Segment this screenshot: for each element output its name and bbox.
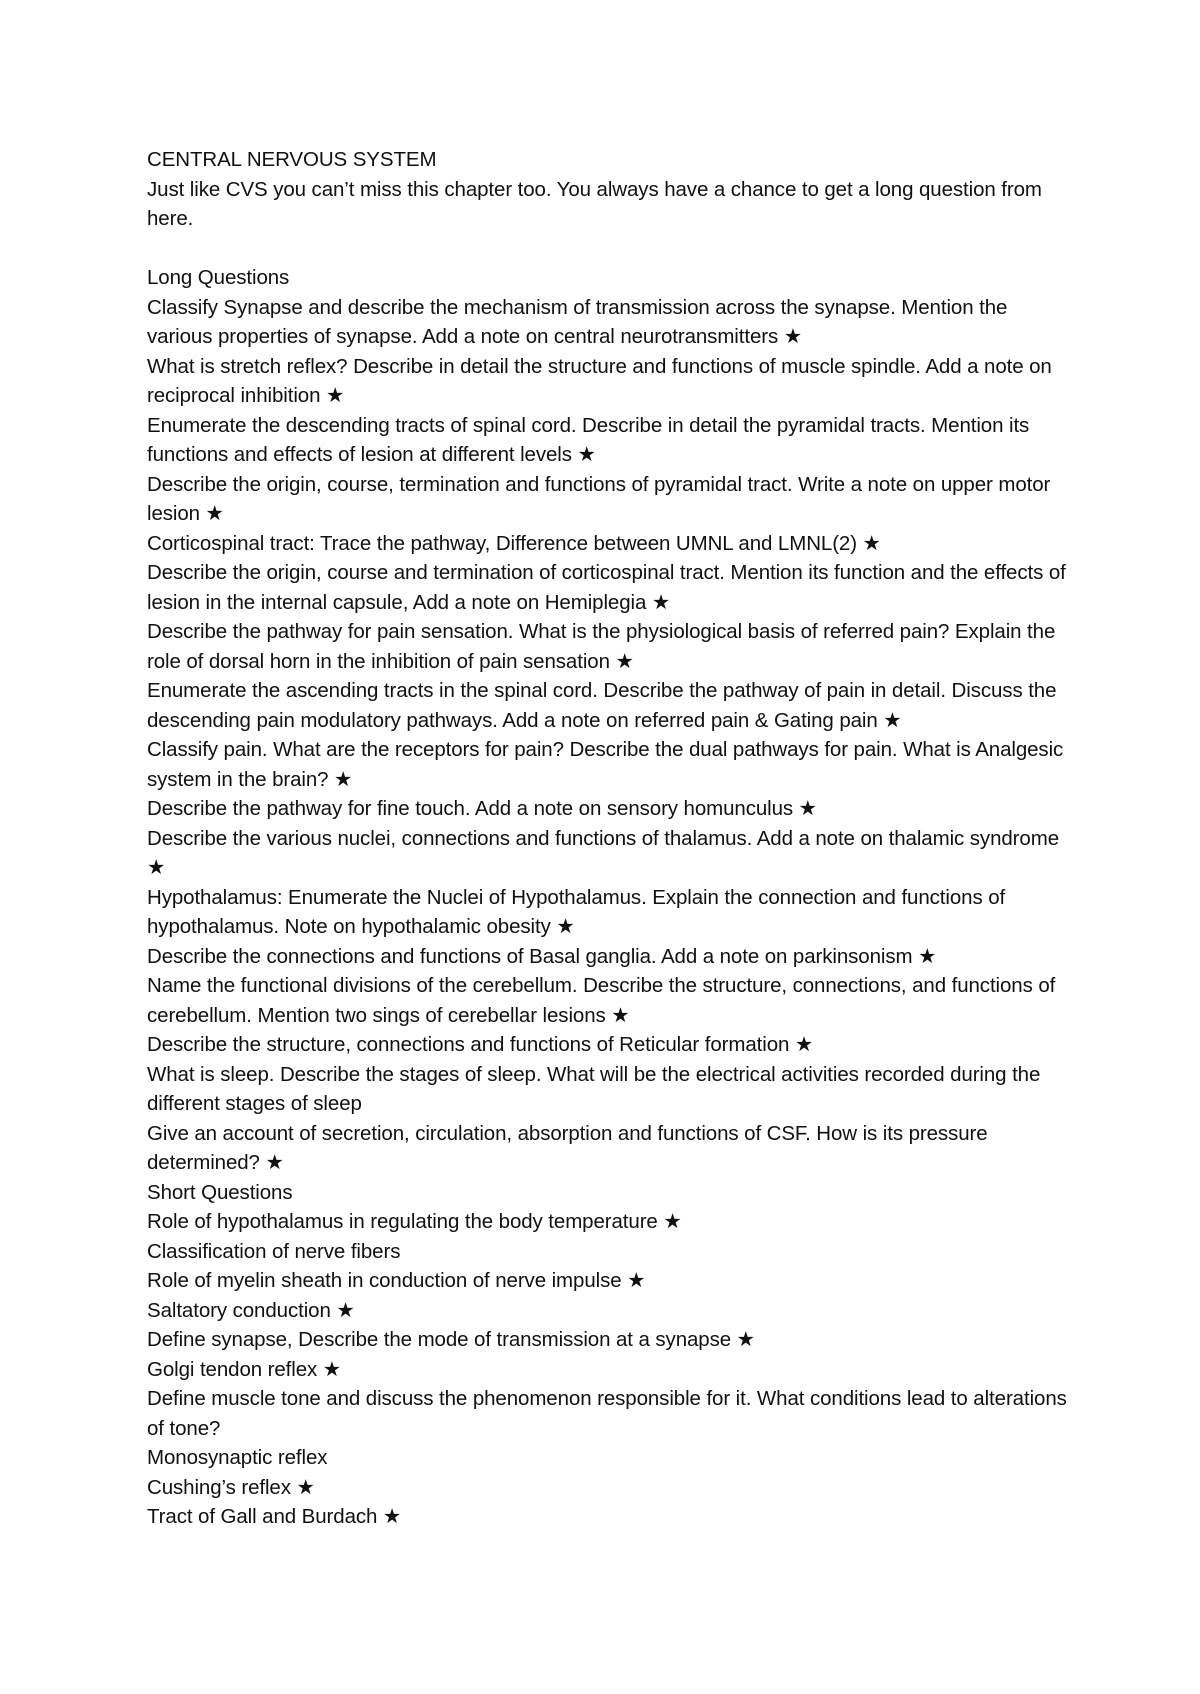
short-question-item: Saltatory conduction ★ — [147, 1298, 355, 1322]
document-body — [147, 145, 1077, 1532]
long-question-item: Describe the pathway for pain sensation. What is the physiological basis of referred pain? Explain the role of dorsal horn in the inhibition of pain sensation ★ — [147, 620, 1056, 673]
long-question-item: Describe the pathway for fine touch. Add a note on sensory homunculus ★ — [147, 797, 817, 820]
long-question-item: What is stretch reflex? Describe in detail the structure and functions of muscle spindle. Add a note on reciprocal inhibition ★ — [147, 354, 1052, 407]
blank-line — [147, 234, 1077, 264]
short-question-item: Classification of nerve fibers — [147, 1239, 401, 1263]
long-question-item: Name the functional divisions of the cerebellum. Describe the structure, connections, and functions of cerebellum. Mention two sings of cerebellar lesions ★ — [147, 974, 1056, 1027]
long-question-item: Give an account of secretion, circulation, absorption and functions of CSF. How is its pressure determined? ★ — [147, 1121, 988, 1174]
short-question-item: Tract of Gall and Burdach ★ — [147, 1505, 402, 1528]
short-question-item: Golgi tendon reflex ★ — [147, 1357, 342, 1381]
long-question-item: Enumerate the ascending tracts in the spinal cord. Describe the pathway of pain in detail. Discuss the descending pain modulatory pathways. Add a note on referred pain & Gating pain ★ — [147, 679, 1057, 732]
short-question-item: Cushing’s reflex ★ — [147, 1475, 315, 1499]
long-question-item: Classify Synapse and describe the mechanism of transmission across the synapse. Mention the various properties of synapse. Add a note on central neurotransmitters ★ — [147, 295, 1008, 348]
short-question-item: Monosynaptic reflex — [147, 1446, 328, 1469]
long-question-item: What is sleep. Describe the stages of sleep. What will be the electrical activities recorded during the different stages of sleep — [147, 1062, 1041, 1115]
document-title: CENTRAL NERVOUS SYSTEM — [147, 148, 437, 171]
long-question-item: Corticospinal tract: Trace the pathway, Difference between UMNL and LMNL(2) ★ — [147, 531, 881, 555]
long-question-item: Describe the origin, course and termination of corticospinal tract. Mention its function and the effects of lesion in the internal capsule, Add a note on Hemiplegia ★ — [147, 561, 1066, 614]
long-question-item: Enumerate the descending tracts of spinal cord. Describe in detail the pyramidal tracts. Mention its functions and effects of lesion at different levels ★ — [147, 413, 1030, 466]
long-question-item: Describe the various nuclei, connections and functions of thalamus. Add a note on thalamic syndrome ★ — [147, 826, 1059, 879]
long-question-item: Describe the structure, connections and functions of Reticular formation ★ — [147, 1033, 814, 1056]
short-question-item: Define synapse, Describe the mode of transmission at a synapse ★ — [147, 1328, 755, 1351]
short-question-item: Define muscle tone and discuss the phenomenon responsible for it. What conditions lead to alterations of tone? — [147, 1387, 1067, 1440]
short-question-item: Role of hypothalamus in regulating the body temperature ★ — [147, 1210, 682, 1233]
long-question-item: Hypothalamus: Enumerate the Nuclei of Hypothalamus. Explain the connection and functions of hypothalamus. Note on hypothalamic obesity ★ — [147, 885, 1006, 938]
long-question-item: Classify pain. What are the receptors for pain? Describe the dual pathways for pain. What is Analgesic system in the brain? ★ — [147, 738, 1064, 791]
long-question-item: Describe the origin, course, termination and functions of pyramidal tract. Write a note on upper motor lesion ★ — [147, 472, 1051, 525]
short-question-item: Role of myelin sheath in conduction of nerve impulse ★ — [147, 1269, 646, 1292]
long-questions-heading: Long Questions — [147, 266, 290, 289]
short-questions-heading: Short Questions — [147, 1180, 293, 1204]
intro-paragraph: Just like CVS you can’t miss this chapter too. You always have a chance to get a long question from here. — [147, 177, 1042, 230]
long-question-item: Describe the connections and functions of Basal ganglia. Add a note on parkinsonism ★ — [147, 944, 937, 968]
